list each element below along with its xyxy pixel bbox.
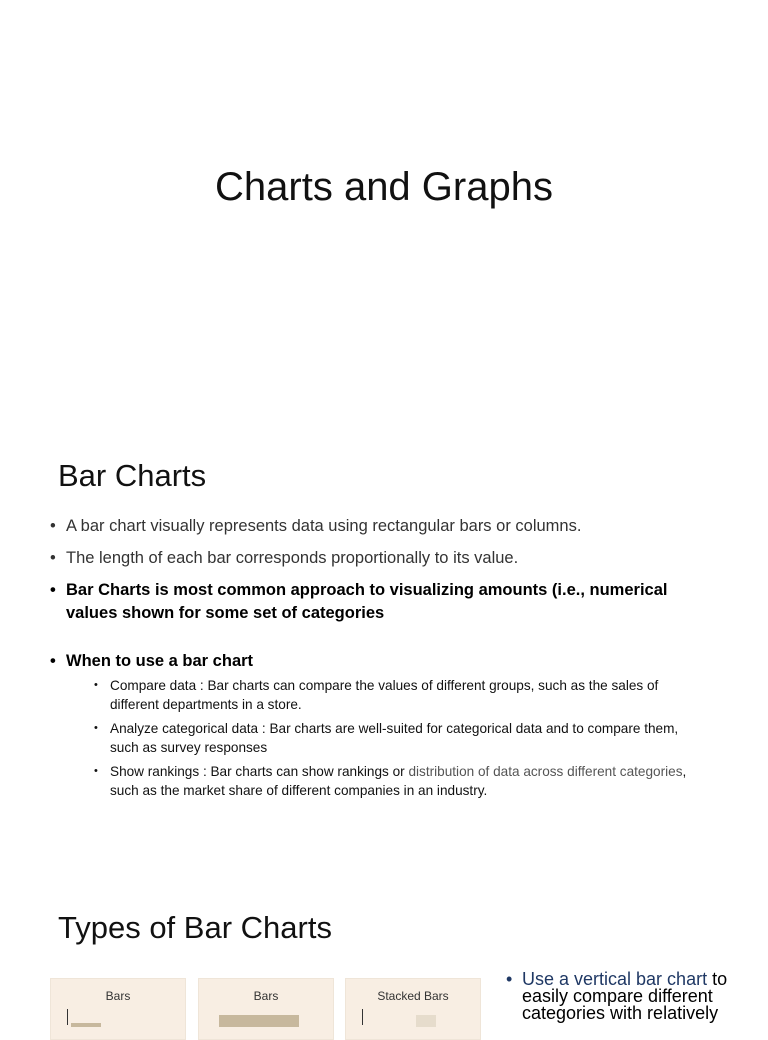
thumbnail-label: Bars xyxy=(253,989,279,1003)
thumbnail-stacked-bars xyxy=(345,978,481,1040)
sub-bullet-item: • Analyze categorical data : Bar charts are well-suited for categorical data and to compare them, such as survey responses xyxy=(94,719,710,757)
bullet-item-when-to-use xyxy=(50,650,710,800)
sub-bullet-item: • Compare data : Bar charts can compare the values of different groups, such as the sales of different departments in a store. xyxy=(94,676,710,714)
sub-bullet-prefix: Show rankings : Bar charts can show rankings or xyxy=(110,764,409,779)
thumbnail-bar xyxy=(416,1015,436,1027)
sub-bullet-suffix: , such as the market share of different companies in an industry. xyxy=(110,764,687,798)
section-title-bar-charts: Bar Charts xyxy=(58,458,207,493)
title-slide xyxy=(0,0,768,430)
bullet-item-bold: • Bar Charts is most common approach to visualizing amounts (i.e., numerical values shown for some set of categories xyxy=(50,579,710,625)
bar-charts-bullet-list xyxy=(50,515,710,805)
bullet-item: • The length of each bar corresponds proportionally to its value. xyxy=(50,547,710,569)
side-bullet-rest: to easily compare different categories with relatively xyxy=(522,969,728,1023)
side-bullet-item xyxy=(506,971,756,1022)
vertical-bar-chart-bullets xyxy=(506,971,756,1022)
sub-bullet-list xyxy=(94,676,710,800)
vertical-bar-chart-highlight: Use a vertical bar chart xyxy=(522,969,708,989)
sub-bullet-item xyxy=(94,762,710,800)
thumbnail-label: Bars xyxy=(105,989,131,1003)
distribution-link[interactable]: distribution of data across different categories xyxy=(408,764,683,779)
thumbnail-bars-1 xyxy=(50,978,186,1040)
thumbnail-axis xyxy=(67,1009,70,1025)
slide-title: Charts and Graphs xyxy=(215,165,553,209)
thumbnail-bar xyxy=(219,1015,299,1027)
thumbnail-bars-2 xyxy=(198,978,334,1040)
section-title-types-of-bar-charts: Types of Bar Charts xyxy=(58,910,332,945)
bullet-item: • A bar chart visually represents data using rectangular bars or columns. xyxy=(50,515,710,537)
thumbnail-label: Stacked Bars xyxy=(377,989,449,1003)
thumbnail-axis xyxy=(362,1009,365,1025)
when-heading: When to use a bar chart xyxy=(66,652,254,670)
